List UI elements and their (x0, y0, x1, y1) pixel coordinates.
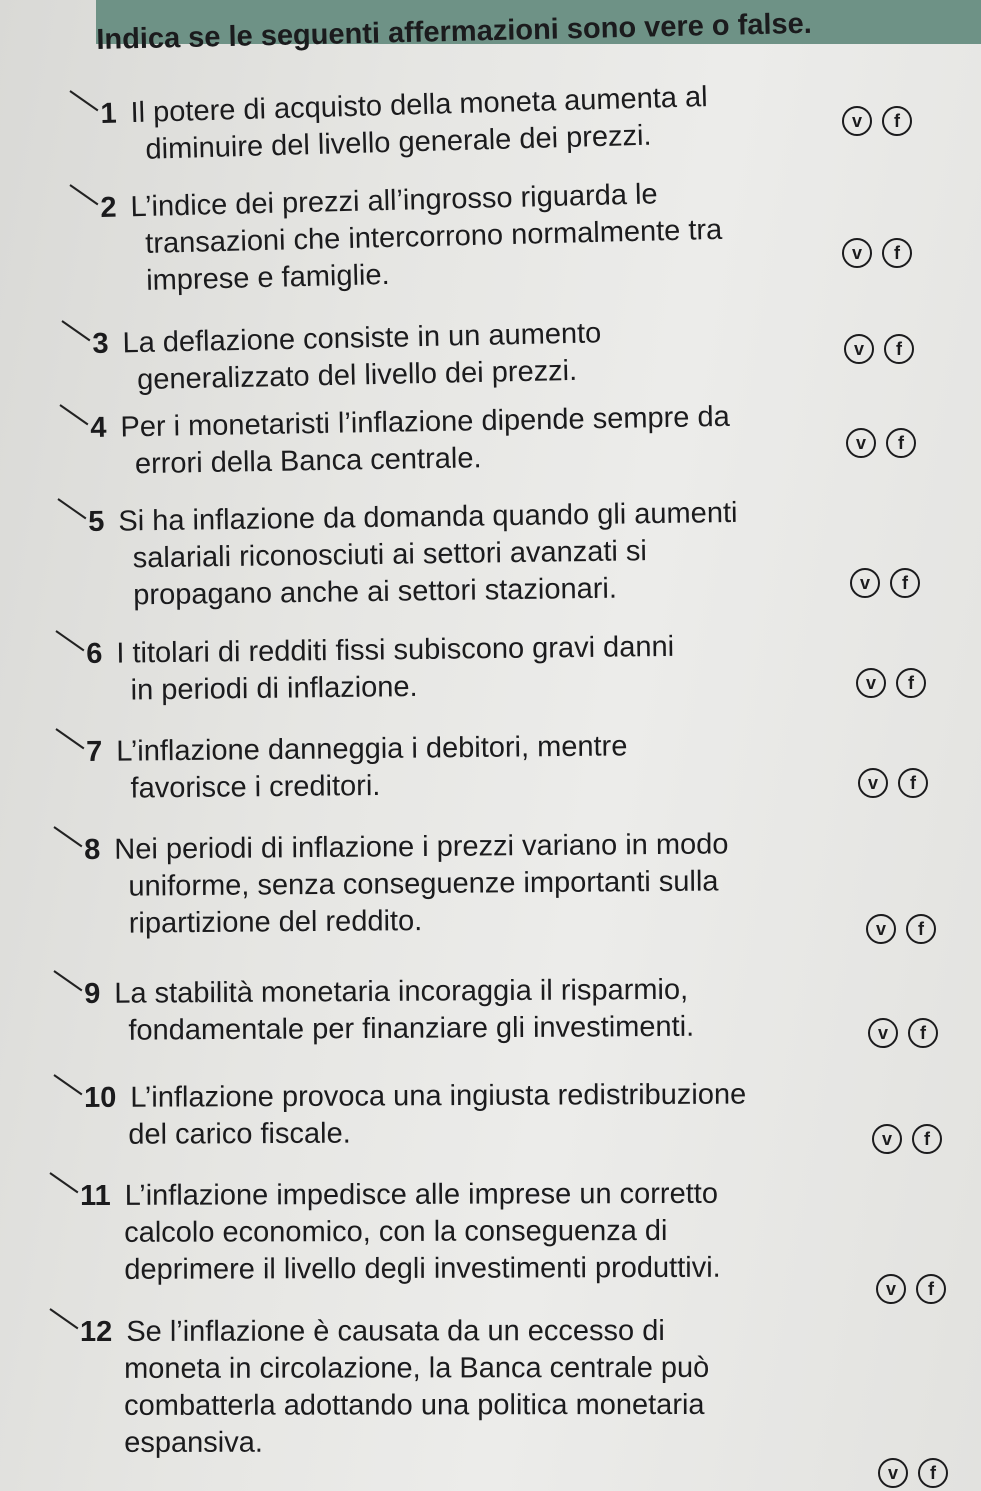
statement-line (84, 1114, 746, 1154)
statement-item (90, 399, 731, 484)
statement-number: 6 (86, 637, 103, 670)
true-false-choices (876, 1274, 946, 1304)
statement-number: 5 (88, 505, 105, 538)
true-false-choices (846, 428, 916, 458)
false-choice-button[interactable]: f (882, 106, 912, 136)
true-choice-button[interactable]: v (878, 1458, 908, 1488)
pencil-mark (49, 1172, 78, 1193)
statement-number: 12 (80, 1315, 113, 1348)
true-choice-button[interactable]: v (842, 238, 872, 268)
true-choice-button[interactable]: v (850, 568, 880, 598)
statement-item (100, 79, 709, 170)
statement-number: 8 (84, 833, 101, 866)
true-choice-button[interactable]: v (842, 106, 872, 136)
statement-line (84, 863, 729, 906)
statement-item (86, 629, 675, 710)
false-choice-button[interactable]: f (912, 1124, 942, 1154)
true-false-choices (842, 106, 912, 136)
statement-first-line (84, 826, 729, 869)
true-false-choices (844, 334, 914, 364)
false-choice-button[interactable]: f (882, 238, 912, 268)
false-choice-button[interactable]: f (896, 668, 926, 698)
statement-text: Il potere di acquisto della moneta aumenta al (130, 81, 708, 130)
statement-number: 4 (90, 411, 107, 444)
statement-text: moneta in circolazione, la Banca centrale può (124, 1351, 710, 1385)
statement-item (80, 1176, 721, 1289)
statement-text: deprimere il livello degli investimenti produttivi. (124, 1251, 721, 1286)
statement-item (88, 495, 739, 615)
statement-line (80, 1387, 709, 1425)
statement-text: La deflazione consiste in un aumento (122, 317, 602, 360)
statement-line (80, 1424, 709, 1462)
false-choice-button[interactable]: f (898, 768, 928, 798)
statement-text: L’inflazione provoca una ingiusta redistribuzione (130, 1078, 747, 1114)
statement-line (89, 569, 739, 615)
statement-text: imprese e famiglie. (145, 258, 390, 297)
statement-text: Nei periodi di inflazione i prezzi variano in modo (114, 828, 729, 866)
true-choice-button[interactable]: v (844, 334, 874, 364)
statement-text: L’inflazione impedisce alle imprese un corretto (124, 1177, 718, 1212)
statement-first-line (80, 1176, 721, 1215)
instruction-heading: Indica se le seguenti affermazioni sono vere o false. (96, 7, 813, 56)
true-choice-button[interactable]: v (858, 768, 888, 798)
pencil-mark (53, 970, 82, 991)
statement-text: calcolo economico, con la conseguenza di (124, 1214, 668, 1249)
statement-item (84, 1077, 746, 1154)
true-choice-button[interactable]: v (856, 668, 886, 698)
statement-text: diminuire del livello generale dei prezzi. (145, 119, 652, 166)
true-choice-button[interactable]: v (846, 428, 876, 458)
true-false-choices (858, 768, 928, 798)
statement-item (80, 1313, 709, 1462)
statement-number: 7 (86, 735, 103, 768)
statement-text: fondamentale per finanziare gli investimenti. (128, 1010, 695, 1047)
pencil-mark (55, 728, 84, 749)
statement-text: L’inflazione danneggia i debitori, mentre (116, 730, 628, 768)
pencil-mark (55, 630, 84, 651)
statement-item (84, 826, 729, 943)
statement-item (92, 315, 602, 400)
statement-text: L’indice dei prezzi all’ingrosso riguarda le (130, 178, 658, 224)
statement-text: La stabilità monetaria incoraggia il risparmio, (114, 973, 689, 1010)
statement-text: propagano anche ai settori stazionari. (133, 572, 618, 612)
false-choice-button[interactable]: f (890, 568, 920, 598)
statement-text: espansiva. (124, 1426, 263, 1459)
statement-line (85, 900, 730, 943)
statement-text: Per i monetaristi l’inflazione dipende sempre da (120, 400, 730, 444)
true-false-choices (850, 568, 920, 598)
true-choice-button[interactable]: v (866, 914, 896, 944)
statement-line (80, 1350, 709, 1388)
statement-text: combatterla adottando una politica monetaria (124, 1388, 705, 1422)
statement-text: generalizzato del livello dei prezzi. (136, 354, 578, 397)
statement-line (86, 666, 674, 710)
statement-line (84, 1009, 694, 1050)
false-choice-button[interactable]: f (916, 1274, 946, 1304)
true-false-choices (868, 1018, 938, 1048)
statement-text: in periodi di inflazione. (130, 670, 418, 707)
statement-text: favorisce i creditori. (130, 769, 381, 805)
true-false-choices (866, 914, 936, 944)
true-choice-button[interactable]: v (872, 1124, 902, 1154)
statement-first-line (86, 629, 674, 673)
statement-text: Se l’inflazione è causata da un eccesso di (126, 1314, 665, 1348)
statement-text: ripartizione del reddito. (128, 905, 423, 940)
statement-line (86, 765, 628, 808)
statement-item (100, 175, 724, 301)
pencil-mark (49, 1308, 78, 1329)
false-choice-button[interactable]: f (908, 1018, 938, 1048)
statement-first-line (86, 728, 628, 771)
statement-text: del carico fiscale. (128, 1117, 351, 1151)
statement-number: 1 (100, 97, 118, 130)
statement-number: 9 (84, 977, 101, 1010)
statement-first-line (84, 1077, 746, 1117)
statement-item (86, 728, 628, 808)
statement-text: errori della Banca centrale. (134, 442, 482, 481)
statement-line (80, 1250, 721, 1289)
statement-text: Si ha inflazione da domanda quando gli aumenti (118, 496, 738, 538)
pencil-mark (53, 826, 82, 847)
statement-number: 10 (84, 1081, 117, 1114)
true-false-choices (878, 1458, 948, 1488)
pencil-mark (69, 90, 98, 111)
pencil-mark (57, 498, 86, 519)
statement-line (80, 1213, 721, 1252)
statement-number: 3 (92, 327, 109, 360)
true-false-choices (856, 668, 926, 698)
pencil-mark (69, 184, 98, 205)
statement-first-line (84, 972, 694, 1013)
false-choice-button[interactable]: f (886, 428, 916, 458)
true-false-choices (842, 238, 912, 268)
true-false-choices (872, 1124, 942, 1154)
statement-number: 11 (80, 1179, 111, 1212)
pencil-mark (59, 404, 88, 425)
statement-text: uniforme, senza conseguenze importanti sulla (128, 865, 719, 903)
statement-first-line (80, 1313, 709, 1351)
false-choice-button[interactable]: f (884, 334, 914, 364)
statement-text: I titolari di redditi fissi subiscono gravi danni (116, 630, 675, 670)
statement-text: salariali riconosciuti ai settori avanzati si (132, 535, 648, 575)
statement-text: transazioni che intercorrono normalmente tra (144, 213, 723, 260)
statement-item (84, 972, 694, 1050)
pencil-mark (53, 1074, 82, 1095)
false-choice-button[interactable]: f (918, 1458, 948, 1488)
pencil-mark (61, 320, 90, 341)
statement-number: 2 (100, 191, 117, 224)
true-choice-button[interactable]: v (868, 1018, 898, 1048)
false-choice-button[interactable]: f (906, 914, 936, 944)
true-choice-button[interactable]: v (876, 1274, 906, 1304)
